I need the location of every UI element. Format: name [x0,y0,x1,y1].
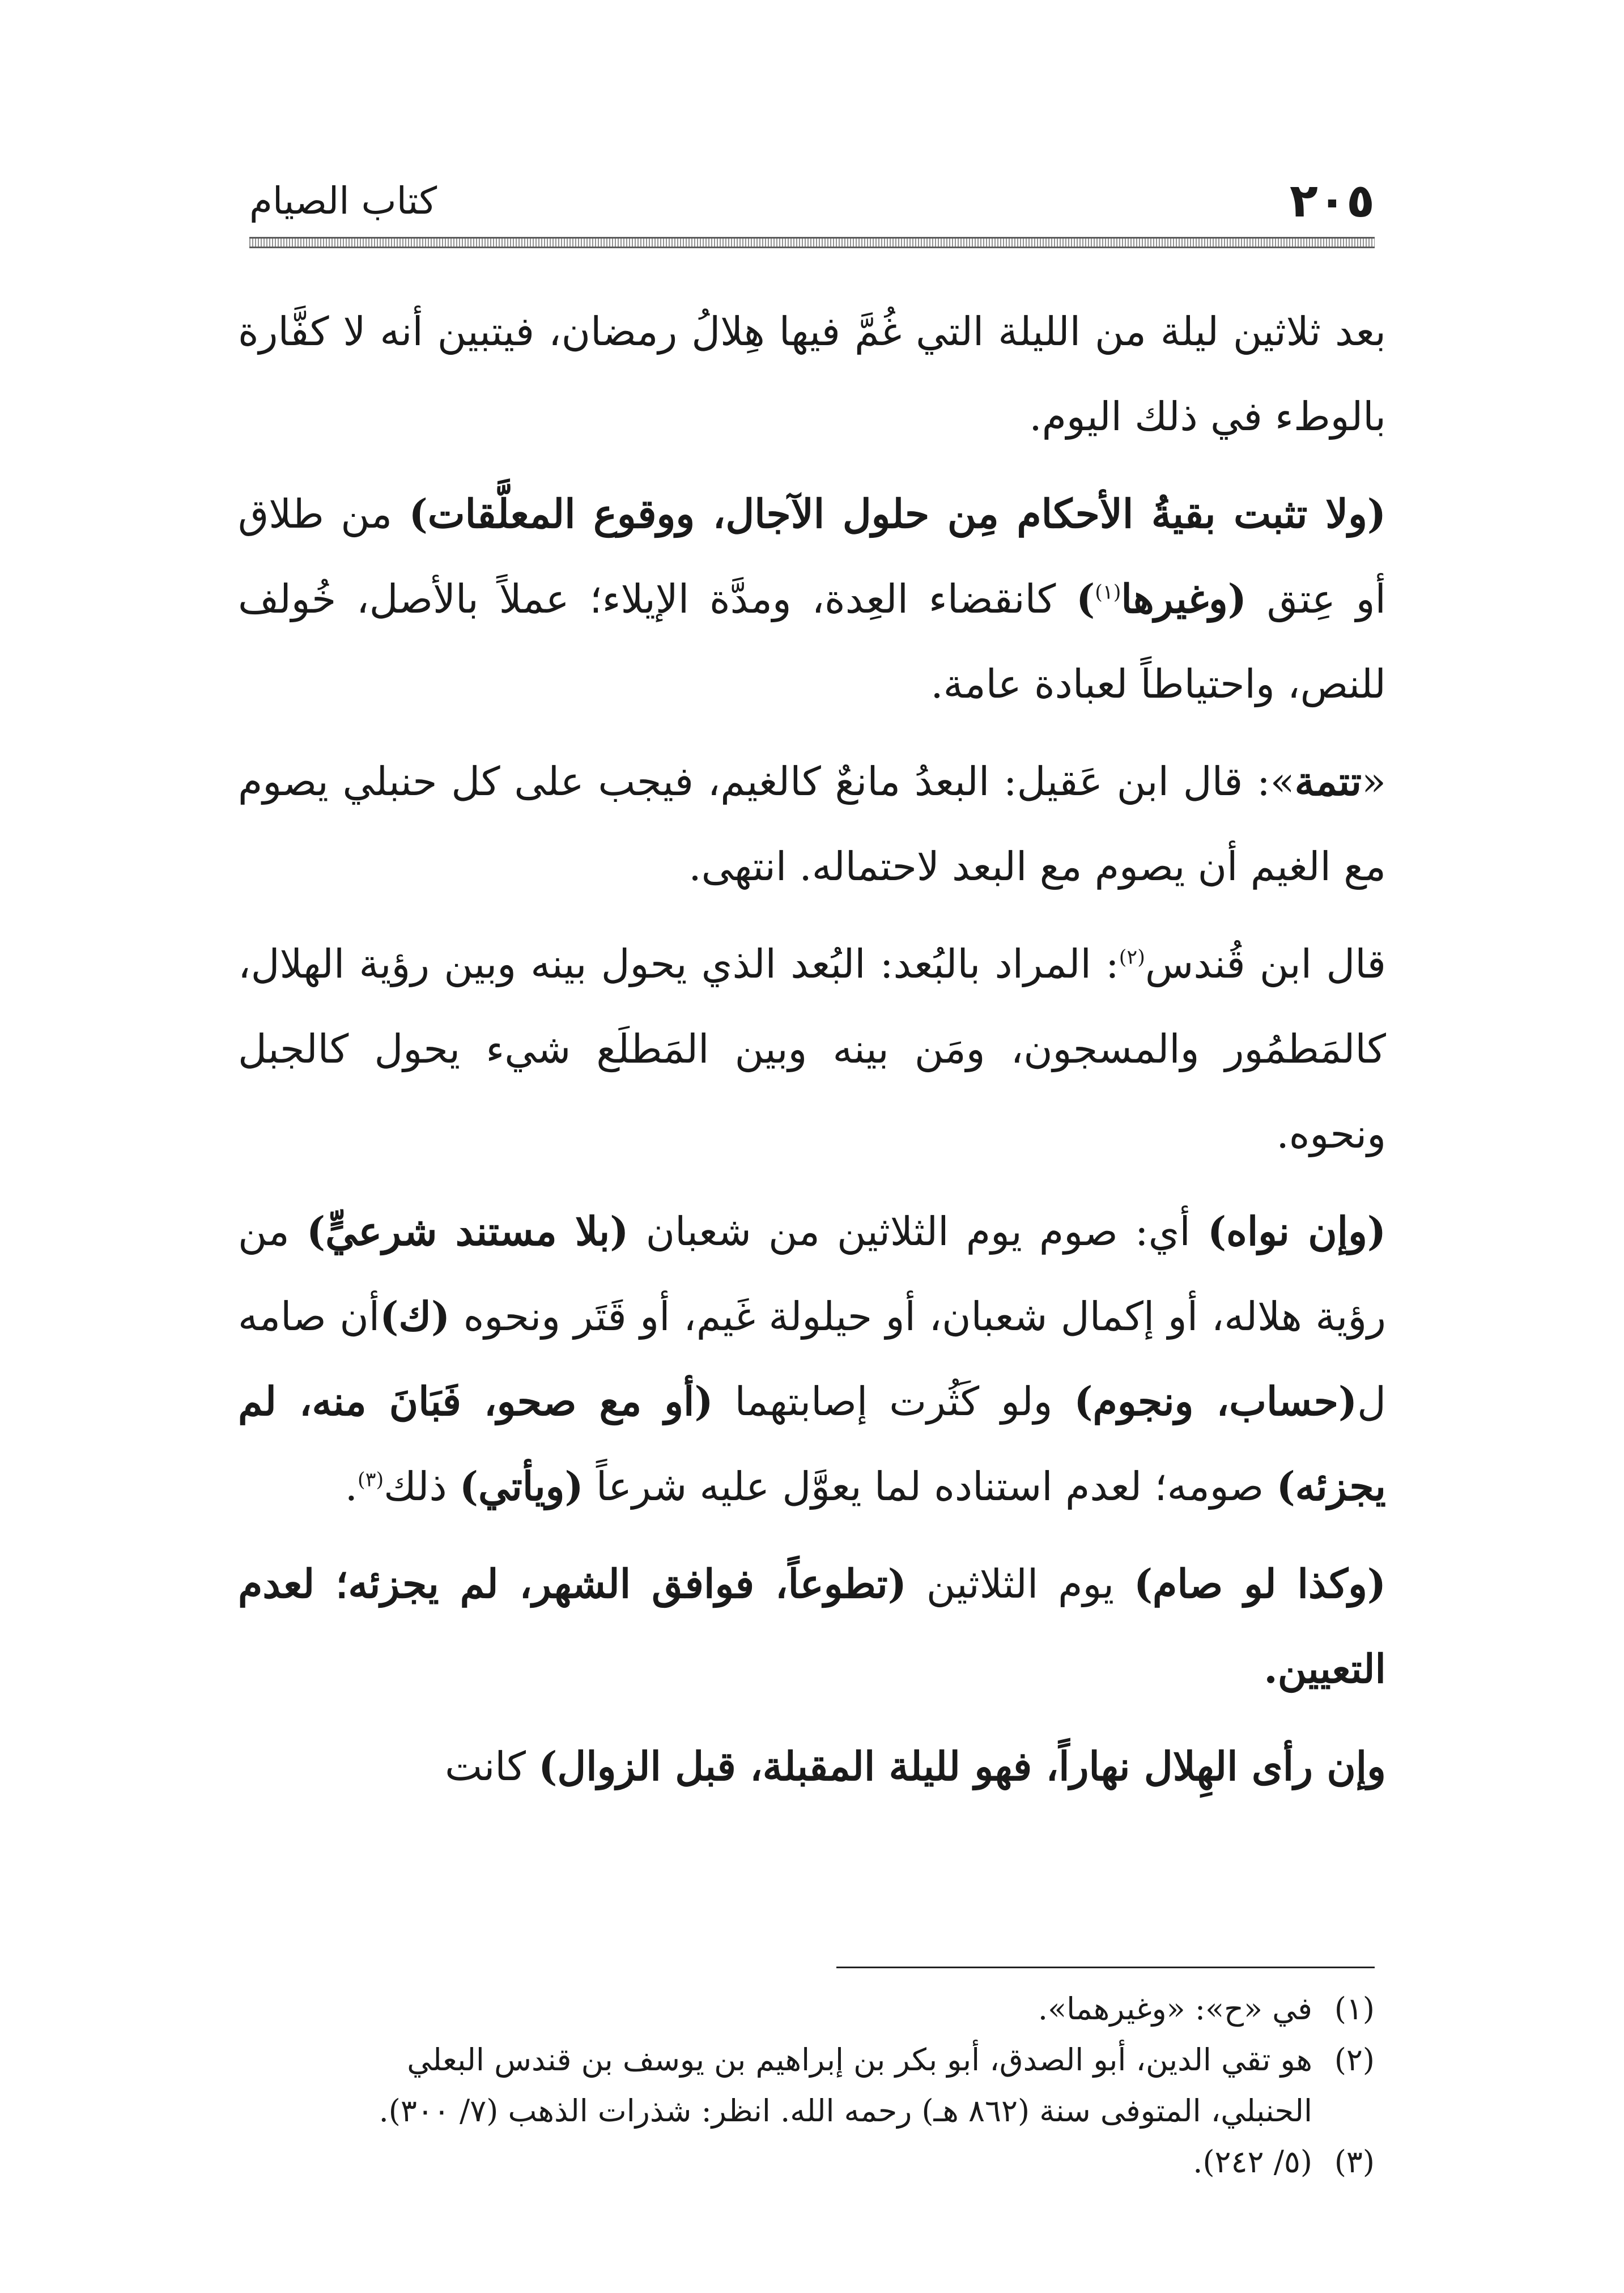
footnote-text: (٥/ ٢٤٢). [1193,2144,1312,2180]
header-divider [249,237,1375,248]
matn-text: (ويأتي) [459,1463,584,1510]
paragraph [238,472,1386,727]
matn-text: ) [1076,575,1095,622]
footnote-number: (٢) [1334,2042,1375,2078]
footnote-text: هو تقي الدين، أبو الصدق، أبو بكر بن إبراهيم بن يوسف بن قندس البعلي [407,2042,1312,2078]
sharh-text: من طلاق أو عِتق [238,491,1386,622]
sharh-text: ولو كَثُرت إصابتهما [713,1378,1074,1425]
sharh-text: . [345,1463,358,1510]
main-text [238,289,1386,1821]
sharh-text: : المراد بالبُعد: البُعد الذي يحول بينه وبين رؤية الهلال، كالمَطمُور والمسجون، ومَن بينه وبين المَطلَع شيء يحول كالجبل ونحوه. [238,941,1386,1157]
sharh-text: بعد ثلاثين ليلة من الليلة التي غُمَّ فيها هِلالُ رمضان، فيتبين أنه لا كفَّارة بالوطء في ذلك اليوم. [238,308,1386,440]
sharh-text: يوم الثلاثين [906,1561,1134,1607]
matn-text: تتمة [1294,758,1362,805]
matn-text: (بلا مستند شرعيٍّ) [306,1208,629,1255]
sharh-text: »: قال ابن عَقيل: البعدُ مانعٌ كالغيم، فيجب على كل حنبلي يصوم مع الغيم أن يصوم مع البعد لاحتماله. انتهى. [238,758,1386,890]
running-header [249,170,1375,238]
matn-text: (وكذا لو صام) [1133,1560,1386,1607]
book-title: كتاب الصيام [249,179,437,223]
footnote [249,2137,1375,2188]
footnote [249,1984,1375,2035]
footnote-divider [836,1967,1375,1968]
footnote-ref: (٢) [1119,946,1145,969]
paragraph [238,1542,1386,1712]
sharh-text: صومه؛ لعدم استناده لما يعوَّل عليه شرعاً [583,1463,1277,1510]
footnote-text: في «ح»: «وغيرهما». [1038,1991,1312,2027]
sharh-text: من رؤية هلاله، أو إكمال شعبان، أو حيلولة غَيم، أو قَتَر ونحوه [238,1208,1386,1340]
sharh-text: كانت [445,1743,539,1790]
sharh-text: أي: صوم يوم الثلاثين من شعبان [628,1208,1208,1255]
matn-text: (حساب، ونجوم) [1074,1378,1358,1425]
matn-text: (أو مع صحو، فَبَانَ منه، لم يجزئه) [238,1378,1386,1510]
paragraph [238,739,1386,909]
footnote-text: الحنبلي، المتوفى سنة (٨٦٢ هـ) رحمه الله. انظر: شذرات الذهب (٧/ ٣٠٠). [379,2093,1312,2129]
footnote-number: (٣) [1334,2144,1375,2180]
paragraph [238,922,1386,1177]
footnote [249,2035,1375,2137]
matn-text: (وغيرها [1121,575,1247,622]
paragraph [238,1189,1386,1529]
matn-text: (ك) [380,1293,450,1340]
sharh-text: قال ابن قُندس [1145,941,1386,987]
paragraph [238,289,1386,459]
page-number: ٢٠٥ [1289,174,1375,228]
paragraph [238,1724,1386,1809]
footnote-ref: (٣) [358,1468,384,1492]
matn-text: (تطوعاً، فوافق الشهر، لم يجزئه؛ لعدم التعيين. [238,1560,1386,1692]
sharh-text: « [1362,758,1386,805]
sharh-text: كانقضاء العِدة، ومدَّة الإيلاء؛ عملاً بالأصل، خُولف للنص، واحتياطاً لعبادة عامة. [238,576,1386,707]
sharh-text: ذلك [384,1463,460,1510]
footnote-ref: (١) [1095,581,1121,604]
footnote-number: (١) [1334,1991,1375,2027]
matn-text: (وإن نواه) [1208,1208,1386,1255]
footnotes [249,1984,1375,2188]
sharh-text: أن صامه ل [238,1293,1386,1425]
matn-text: وإن رأى الهِلال نهاراً، فهو لليلة المقبلة، قبل الزوال) [538,1743,1386,1790]
matn-text: (ولا تثبت بقيةُ الأحكام مِن حلول الآجال، ووقوع المعلَّقات) [409,490,1387,537]
